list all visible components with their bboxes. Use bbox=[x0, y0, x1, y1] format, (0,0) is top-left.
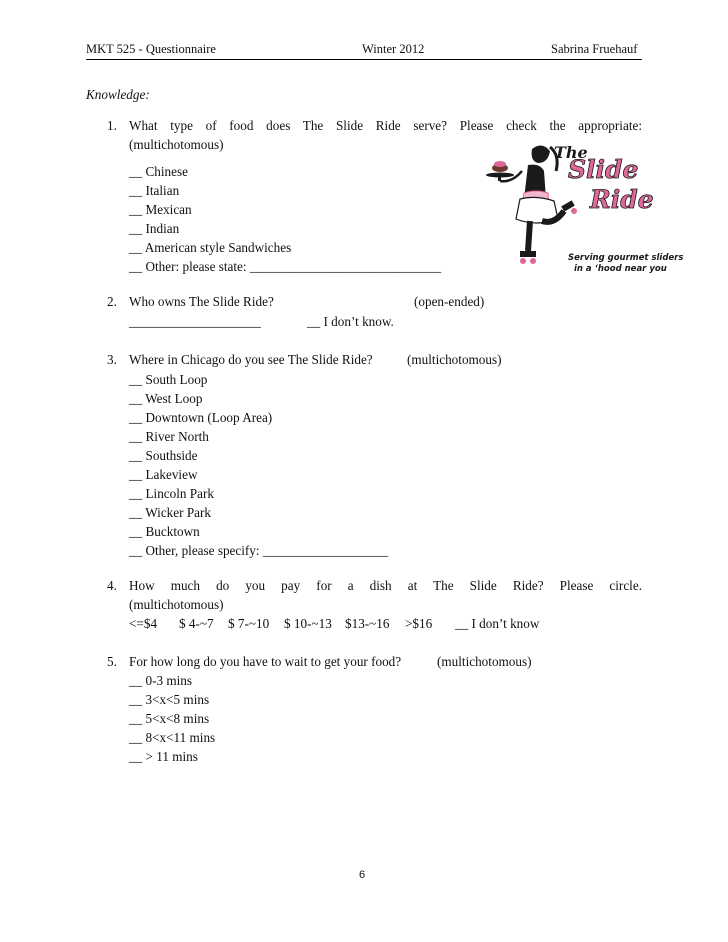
price-option[interactable]: >$16 bbox=[405, 616, 433, 631]
option-item[interactable]: __ Italian bbox=[129, 183, 180, 198]
logo-tagline-2: in a ‘hood near you bbox=[574, 264, 667, 274]
option-list bbox=[129, 370, 388, 560]
header-rule bbox=[86, 59, 642, 60]
option-list bbox=[129, 671, 215, 766]
logo-tagline-1: Serving gourmet sliders bbox=[568, 253, 684, 263]
option-list bbox=[129, 162, 441, 276]
question-text: What type of food does The Slide Ride serve? Please check the appropriate: bbox=[129, 118, 642, 133]
question-text: Who owns The Slide Ride? bbox=[129, 294, 274, 309]
question-number: 1. bbox=[107, 118, 117, 133]
question-number: 3. bbox=[107, 352, 117, 367]
option-item[interactable]: __ Other: please state: _____________________________ bbox=[129, 259, 442, 274]
option-item[interactable]: __ River North bbox=[129, 429, 209, 444]
option-item[interactable]: __ 8<x<11 mins bbox=[129, 730, 216, 745]
page-number: 6 bbox=[359, 869, 366, 881]
logo-word-slide: Slide bbox=[568, 155, 639, 184]
logo-word-the: The bbox=[554, 143, 588, 162]
logo-word-ride: Ride bbox=[590, 185, 654, 214]
question-text: How much do you pay for a dish at The Slide Ride? Please circle. bbox=[129, 578, 642, 593]
question-type: (open-ended) bbox=[414, 294, 485, 309]
option-item[interactable]: __ Lincoln Park bbox=[129, 486, 214, 501]
price-option[interactable]: __ I don’t know bbox=[455, 616, 540, 631]
option-item[interactable]: __ Lakeview bbox=[129, 467, 198, 482]
option-item[interactable]: __ American style Sandwiches bbox=[129, 240, 292, 255]
header-right: Sabrina Fruehauf bbox=[551, 42, 638, 56]
question-type: (multichotomous) bbox=[129, 137, 224, 152]
question-number: 2. bbox=[107, 294, 117, 309]
option-item[interactable]: __ Chinese bbox=[129, 164, 188, 179]
slide-ride-logo bbox=[484, 141, 684, 281]
option-item[interactable]: __ Wicker Park bbox=[129, 505, 211, 520]
option-item[interactable]: __ > 11 mins bbox=[129, 749, 198, 764]
price-option[interactable]: $ 10-~13 bbox=[284, 616, 332, 631]
price-option[interactable]: <=$4 bbox=[129, 616, 158, 631]
option-item[interactable]: __ I don’t know. bbox=[307, 314, 394, 329]
price-option[interactable]: $ 4-~7 bbox=[179, 616, 214, 631]
question-type: (multichotomous) bbox=[129, 597, 224, 612]
question-type: (multichotomous) bbox=[407, 352, 502, 367]
option-item[interactable]: __ Downtown (Loop Area) bbox=[129, 410, 273, 425]
option-item[interactable]: __ 5<x<8 mins bbox=[129, 711, 210, 726]
question-text: Where in Chicago do you see The Slide Ride? bbox=[129, 352, 373, 367]
option-item[interactable]: __ 0-3 mins bbox=[129, 673, 193, 688]
question-number: 5. bbox=[107, 654, 117, 669]
header-center: Winter 2012 bbox=[362, 42, 425, 56]
question-type: (multichotomous) bbox=[437, 654, 532, 669]
option-item[interactable]: __ South Loop bbox=[129, 372, 208, 387]
option-item[interactable]: __ 3<x<5 mins bbox=[129, 692, 210, 707]
question-text: For how long do you have to wait to get your food? bbox=[129, 654, 402, 669]
answer-blank[interactable]: ____________________ bbox=[129, 314, 261, 329]
option-item[interactable]: __ West Loop bbox=[129, 391, 203, 406]
section-title: Knowledge: bbox=[86, 87, 150, 102]
option-item[interactable]: __ Indian bbox=[129, 221, 180, 236]
question-number: 4. bbox=[107, 578, 117, 593]
option-item[interactable]: __ Bucktown bbox=[129, 524, 200, 539]
price-option[interactable]: $ 7-~10 bbox=[228, 616, 270, 631]
price-option[interactable]: $13-~16 bbox=[345, 616, 390, 631]
option-item[interactable]: __ Mexican bbox=[129, 202, 192, 217]
option-item[interactable]: __ Southside bbox=[129, 448, 198, 463]
header-left: MKT 525 - Questionnaire bbox=[86, 42, 216, 56]
option-item[interactable]: __ Other, please specify: ___________________ bbox=[129, 543, 389, 558]
